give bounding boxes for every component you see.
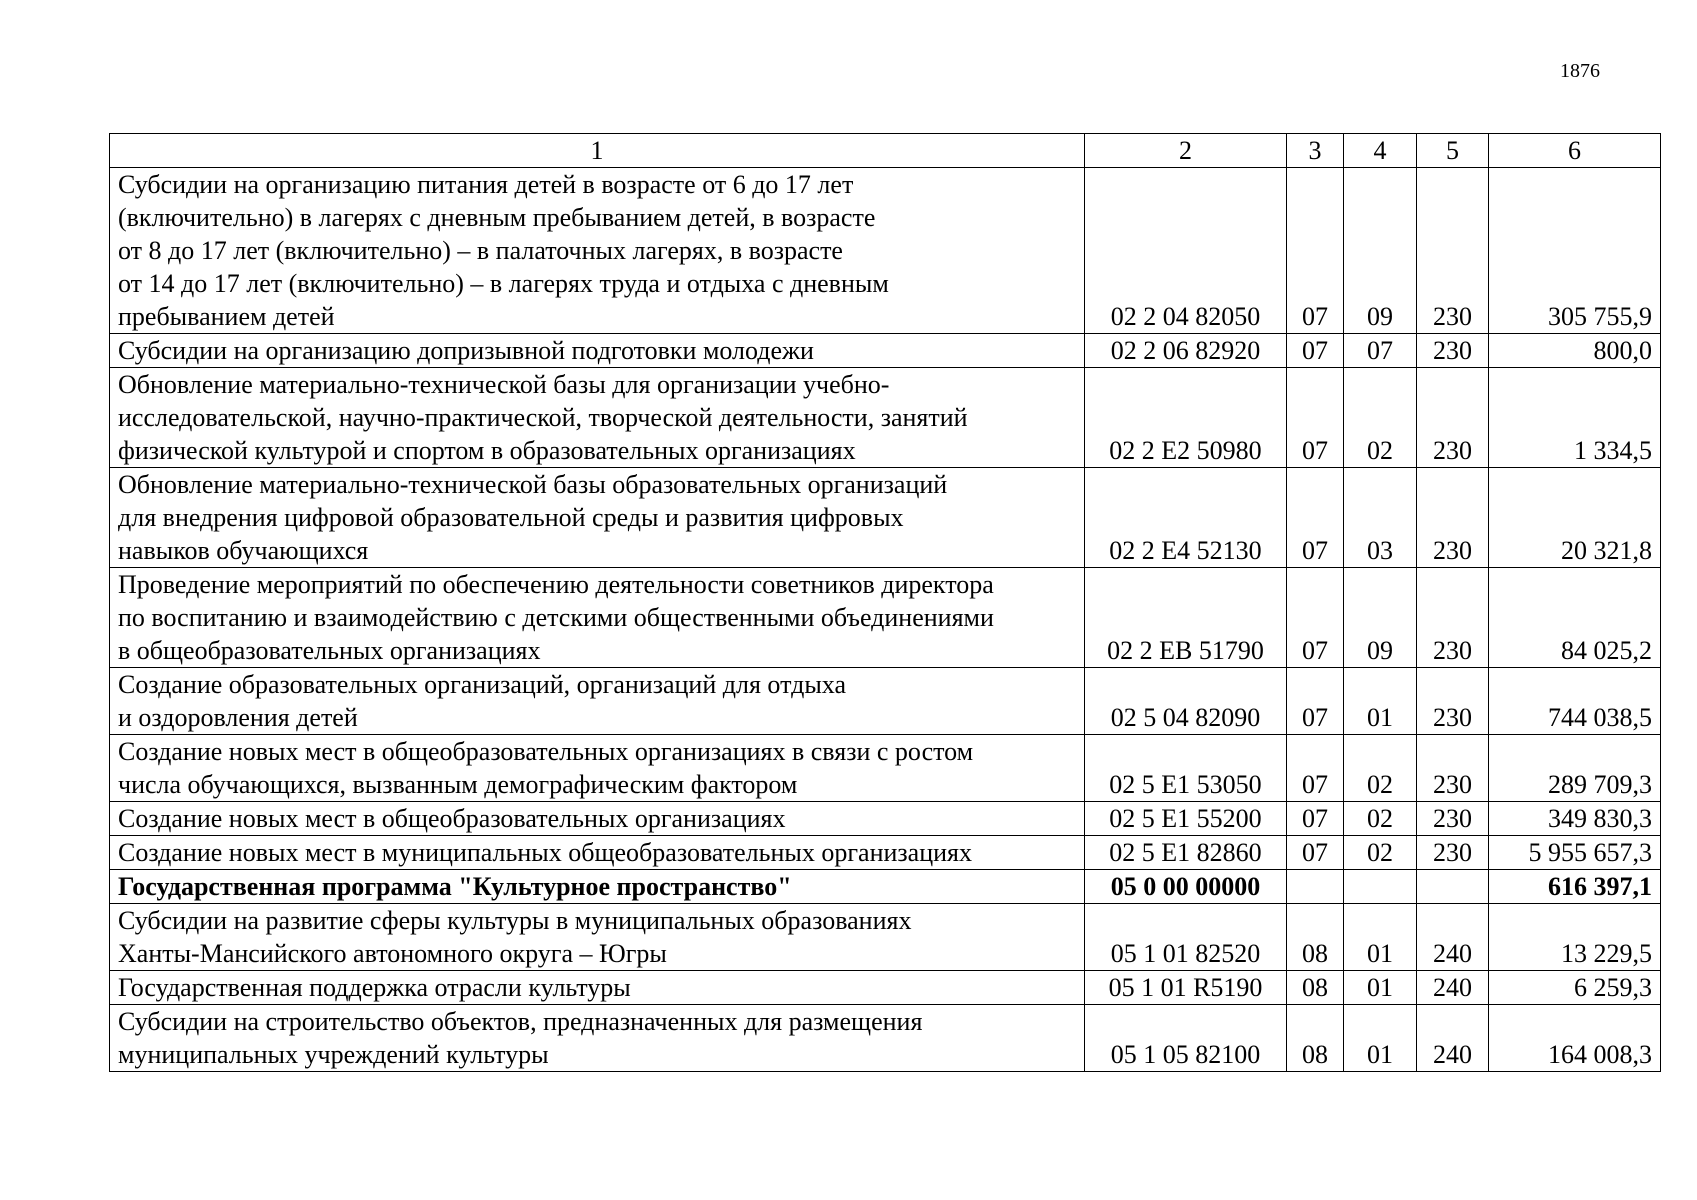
row-section: 07 [1287, 568, 1344, 668]
table-header-row [110, 134, 1661, 168]
row-description [110, 468, 1085, 568]
row-expense-type: 230 [1417, 334, 1489, 368]
row-code: 02 2 EB 51790 [1085, 568, 1287, 668]
row-subsection: 02 [1344, 802, 1417, 836]
row-subsection: 09 [1344, 168, 1417, 334]
description-line: в общеобразовательных организациях [118, 636, 541, 665]
description-line: Государственная программа "Культурное пространство" [118, 872, 792, 901]
table-row [110, 971, 1661, 1005]
row-code: 05 1 05 82100 [1085, 1005, 1287, 1072]
row-subsection: 01 [1344, 668, 1417, 735]
row-subsection: 09 [1344, 568, 1417, 668]
row-amount: 5 955 657,3 [1489, 836, 1661, 870]
row-code: 05 1 01 R5190 [1085, 971, 1287, 1005]
row-expense-type: 230 [1417, 368, 1489, 468]
row-description [110, 971, 1085, 1005]
description-line: для внедрения цифровой образовательной среды и развития цифровых [118, 503, 904, 532]
table-row [110, 568, 1661, 668]
header-col-5: 5 [1417, 134, 1489, 168]
table-row [110, 368, 1661, 468]
description-line: Субсидии на развитие сферы культуры в муниципальных образованиях [118, 906, 912, 935]
row-amount: 1 334,5 [1489, 368, 1661, 468]
description-line: Субсидии на организацию допризывной подготовки молодежи [118, 336, 814, 365]
row-subsection: 01 [1344, 971, 1417, 1005]
row-expense-type: 240 [1417, 971, 1489, 1005]
row-amount: 84 025,2 [1489, 568, 1661, 668]
row-expense-type: 230 [1417, 735, 1489, 802]
row-description [110, 735, 1085, 802]
description-line: от 8 до 17 лет (включительно) – в палаточных лагерях, в возрасте [118, 236, 843, 265]
row-code: 02 5 E1 82860 [1085, 836, 1287, 870]
row-code: 02 2 06 82920 [1085, 334, 1287, 368]
row-section [1287, 870, 1344, 904]
row-description [110, 904, 1085, 971]
row-subsection [1344, 870, 1417, 904]
description-line: Государственная поддержка отрасли культуры [118, 973, 631, 1002]
row-expense-type: 230 [1417, 802, 1489, 836]
row-description [110, 568, 1085, 668]
description-line: и оздоровления детей [118, 703, 358, 732]
budget-table [109, 133, 1661, 1072]
row-amount: 6 259,3 [1489, 971, 1661, 1005]
row-amount: 164 008,3 [1489, 1005, 1661, 1072]
row-code: 05 0 00 00000 [1085, 870, 1287, 904]
description-line: Обновление материально-технической базы образовательных организаций [118, 470, 948, 499]
row-section: 07 [1287, 168, 1344, 334]
row-section: 07 [1287, 735, 1344, 802]
header-col-6: 6 [1489, 134, 1661, 168]
row-section: 07 [1287, 668, 1344, 735]
table-row [110, 468, 1661, 568]
header-col-4: 4 [1344, 134, 1417, 168]
row-code: 02 2 E4 52130 [1085, 468, 1287, 568]
row-expense-type [1417, 870, 1489, 904]
row-description [110, 836, 1085, 870]
row-subsection: 02 [1344, 836, 1417, 870]
row-subsection: 01 [1344, 1005, 1417, 1072]
row-section: 08 [1287, 904, 1344, 971]
row-section: 07 [1287, 368, 1344, 468]
description-line: исследовательской, научно-практической, творческой деятельности, занятий [118, 403, 968, 432]
page-number: 1876 [1560, 60, 1600, 82]
description-line: Создание образовательных организаций, организаций для отдыха [118, 670, 846, 699]
row-description [110, 802, 1085, 836]
row-section: 08 [1287, 971, 1344, 1005]
row-description [110, 1005, 1085, 1072]
row-description [110, 368, 1085, 468]
description-line: Ханты-Мансийского автономного округа – Югры [118, 939, 667, 968]
row-amount: 20 321,8 [1489, 468, 1661, 568]
row-code: 02 5 E1 55200 [1085, 802, 1287, 836]
table-row [110, 168, 1661, 334]
row-amount: 744 038,5 [1489, 668, 1661, 735]
table-row [110, 802, 1661, 836]
row-section: 07 [1287, 468, 1344, 568]
row-subsection: 02 [1344, 368, 1417, 468]
row-subsection: 07 [1344, 334, 1417, 368]
table-row [110, 1005, 1661, 1072]
description-line: Создание новых мест в общеобразовательных организациях в связи с ростом [118, 737, 974, 766]
row-expense-type: 230 [1417, 568, 1489, 668]
description-line: Создание новых мест в общеобразовательных организациях [118, 804, 786, 833]
row-description [110, 870, 1085, 904]
header-col-3: 3 [1287, 134, 1344, 168]
row-amount: 305 755,9 [1489, 168, 1661, 334]
row-expense-type: 230 [1417, 168, 1489, 334]
row-expense-type: 230 [1417, 668, 1489, 735]
row-section: 07 [1287, 334, 1344, 368]
row-expense-type: 240 [1417, 1005, 1489, 1072]
row-section: 08 [1287, 1005, 1344, 1072]
description-line: Субсидии на строительство объектов, предназначенных для размещения [118, 1007, 923, 1036]
description-line: физической культурой и спортом в образовательных организациях [118, 436, 856, 465]
description-line: Субсидии на организацию питания детей в возрасте от 6 до 17 лет [118, 170, 854, 199]
description-line: по воспитанию и взаимодействию с детскими общественными объединениями [118, 603, 994, 632]
row-section: 07 [1287, 802, 1344, 836]
row-amount: 800,0 [1489, 334, 1661, 368]
table-row [110, 735, 1661, 802]
row-expense-type: 240 [1417, 904, 1489, 971]
description-line: Обновление материально-технической базы для организации учебно- [118, 370, 890, 399]
row-code: 02 2 04 82050 [1085, 168, 1287, 334]
row-code: 02 5 04 82090 [1085, 668, 1287, 735]
row-section: 07 [1287, 836, 1344, 870]
row-subsection: 01 [1344, 904, 1417, 971]
table-row [110, 870, 1661, 904]
header-col-2: 2 [1085, 134, 1287, 168]
row-subsection: 02 [1344, 735, 1417, 802]
table-row [110, 334, 1661, 368]
row-description [110, 168, 1085, 334]
description-line: Создание новых мест в муниципальных общеобразовательных организациях [118, 838, 972, 867]
table-row [110, 904, 1661, 971]
table-body [110, 168, 1661, 1072]
row-code: 05 1 01 82520 [1085, 904, 1287, 971]
description-line: числа обучающихся, вызванным демографическим фактором [118, 770, 798, 799]
table-row [110, 668, 1661, 735]
description-line: муниципальных учреждений культуры [118, 1040, 549, 1069]
row-description [110, 668, 1085, 735]
row-expense-type: 230 [1417, 468, 1489, 568]
row-amount: 616 397,1 [1489, 870, 1661, 904]
row-amount: 289 709,3 [1489, 735, 1661, 802]
row-description [110, 334, 1085, 368]
row-code: 02 5 E1 53050 [1085, 735, 1287, 802]
row-expense-type: 230 [1417, 836, 1489, 870]
row-code: 02 2 E2 50980 [1085, 368, 1287, 468]
description-line: (включительно) в лагерях с дневным пребыванием детей, в возрасте [118, 203, 876, 232]
description-line: Проведение мероприятий по обеспечению деятельности советников директора [118, 570, 994, 599]
header-col-1: 1 [110, 134, 1085, 168]
row-amount: 13 229,5 [1489, 904, 1661, 971]
row-subsection: 03 [1344, 468, 1417, 568]
description-line: навыков обучающихся [118, 536, 369, 565]
row-amount: 349 830,3 [1489, 802, 1661, 836]
table-row [110, 836, 1661, 870]
description-line: от 14 до 17 лет (включительно) – в лагерях труда и отдыха с дневным [118, 269, 889, 298]
description-line: пребыванием детей [118, 302, 335, 331]
